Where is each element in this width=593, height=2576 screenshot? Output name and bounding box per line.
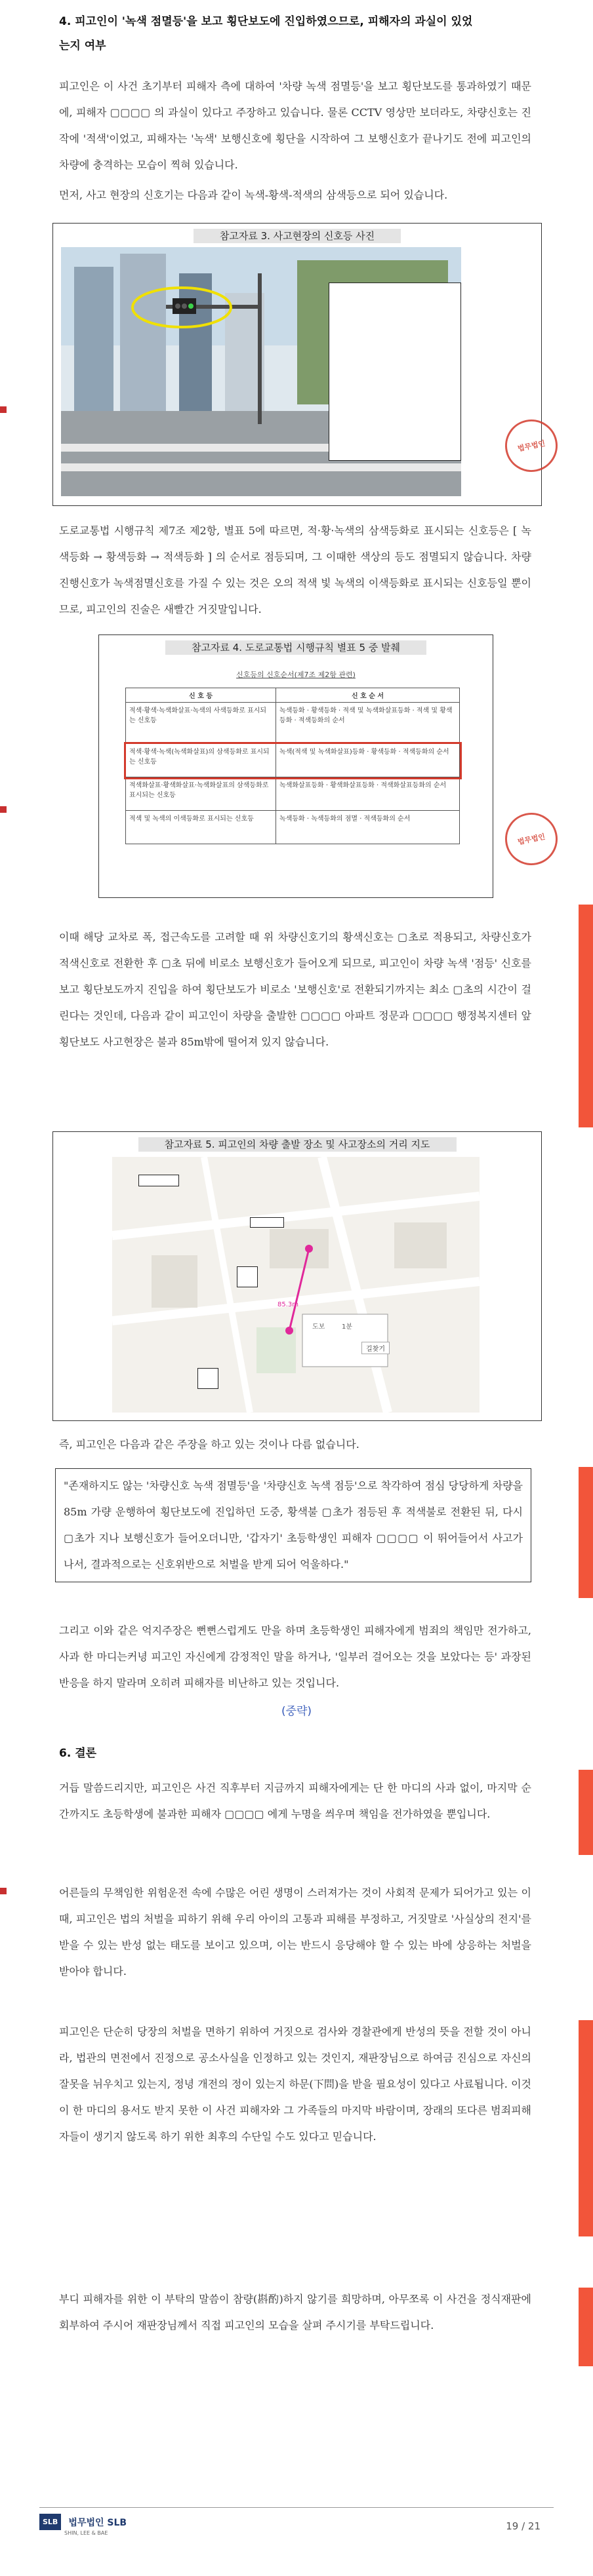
margin-mark <box>0 806 7 813</box>
section4-para3: 도로교통법 시행규칙 제7조 제2항, 별표 5에 따르면, 적·황·녹색의 삼색등화로 표시되는 신호등은 [ 녹색등화 → 황색등화 → 적색등화 ] 의 순서로 점등되며, 그 이때한 색상의 등도 점멸되지 않습니다. 차량진행신호가 녹색점멸신호를 가질 수 있는 것은 오의 적색 빛 녹색의 이색등화로 표시되는 신호등일 뿐이므로, 피고인의 진술은 새빨간 거짓말입니다. <box>59 524 531 615</box>
redacted-map-label <box>197 1368 218 1389</box>
section4-heading-line1: 4. 피고인이 '녹색 점멸등'을 보고 횡단보도에 진입하였으므로, 피해자의 과실이 있었 <box>59 15 473 28</box>
map-time-label: 1분 <box>342 1323 353 1331</box>
section6-para4: 부디 피해자를 위한 이 부탁의 말씀이 참량(斟酌)하지 않기를 희망하며, 아무쪼록 이 사건을 정식재판에 회부하여 주시어 재판장님께서 직접 피고인의 모습을 살펴 주시기를 부탁드립니다. <box>59 2293 531 2332</box>
table-row <box>126 811 460 844</box>
section4-heading-line2: 는지 여부 <box>59 39 106 52</box>
accent-bar <box>579 905 593 1127</box>
margin-mark <box>0 406 7 413</box>
ref3-box <box>52 223 542 506</box>
omitted-marker: (중략) <box>281 1705 312 1718</box>
accent-bar <box>579 1770 593 1855</box>
table-row <box>126 703 460 744</box>
table-cell: 적색화살표·황색화살표·녹색화살표의 삼색등화로 표시되는 신호등 <box>126 777 276 811</box>
table-cell: 녹색등화 · 황색등화 · 적색 및 녹색화살표등화 · 적색 및 황색등화 · 적색등화의 순서 <box>276 703 460 744</box>
table-cell: 녹색등화 · 녹색등화의 점멸 · 적색등화의 순서 <box>276 811 460 844</box>
ref4-table <box>125 688 460 844</box>
map-distance-label: 85.3m <box>277 1301 299 1308</box>
section4-heading <box>59 12 472 52</box>
redacted-photo-region <box>329 283 461 461</box>
table-cell: 적색 및 녹색의 이색등화로 표시되는 신호등 <box>126 811 276 844</box>
ref5-box <box>52 1131 542 1421</box>
page-number: 19 / 21 <box>506 2520 541 2532</box>
logo-subtext: SHIN, LEE & BAE <box>64 2530 108 2536</box>
margin-mark <box>0 1888 7 1894</box>
accent-bar <box>579 2020 593 2236</box>
firm-logo <box>39 2514 127 2536</box>
firm-stamp: 법무법인 <box>501 808 563 870</box>
section6-para2: 어른들의 무책임한 위험운전 속에 수많은 어린 생명이 스러져가는 것이 사회적 문제가 되어가고 있는 이때, 피고인은 법의 처벌을 피하기 위해 우리 아이의 고통과 피해를 부정하고, 거짓말로 '사실상의 전지'를 받을 수 있는 반성 없는 태도를 보이고 있으며, 이는 반드시 응당해야 할 수 있는 바에 상응하는 처벌을 받아야 합니다. <box>59 1886 531 1978</box>
ref4-box <box>98 634 493 898</box>
ref4-header: 신 호 등 <box>126 688 276 703</box>
route-map <box>112 1157 480 1413</box>
table-cell: 적색·황색·녹색(녹색화살표)의 삼색등화로 표시되는 신호등 <box>126 744 276 777</box>
footer-rule <box>39 2507 554 2508</box>
section4-para1: 피고인은 이 사건 초기부터 피해자 측에 대하여 '차량 녹색 점멸등'을 보고 횡단보도를 통과하였기 때문에, 피해자 ▢▢▢▢ 의 과실이 있다고 주장하고 있습니다. 물론 CCTV 영상만 보더라도, 차량신호는 진작에 '적색'이었고, 피해자는 '녹색' 보행신호에 횡단을 시작하여 그 보행신호가 끝나기도 전에 피고인의 차량에 충격하는 모습이 찍혀 있습니다. <box>59 80 531 171</box>
accent-bar <box>579 1467 593 1598</box>
section6-para3: 피고인은 단순히 당장의 처벌을 면하기 위하여 거짓으로 검사와 경찰관에게 반성의 뜻을 전할 것이 아니라, 법관의 면전에서 진정으로 공소사실을 인정하고 있는 것인지, 재판장님으로 하여금 진심으로 자신의 잘못을 뉘우치고 있는지, 정녕 개전의 정이 있는지 하문(下問)을 받을 필요성이 있다고 사료됩니다. 이것이 한 마디의 용서도 받지 못한 이 사건 피해자와 그 가족들의 마지막 바람이며, 장래의 또다른 범죄피해자들이 생기지 않도록 하기 위한 최후의 수단일 수도 있다고 믿습니다. <box>59 2025 531 2143</box>
firm-stamp: 법무법인 <box>501 415 563 477</box>
table-cell: 적색·황색·녹색화살표·녹색의 사색등화로 표시되는 신호등 <box>126 703 276 744</box>
redacted-map-label <box>250 1217 284 1228</box>
accent-bar <box>579 2288 593 2366</box>
logo-text: 법무법인 SLB <box>68 2517 127 2528</box>
table-cell: 녹색(적색 및 녹색화살표)등화 · 황색등화 · 적색등화의 순서 <box>276 744 460 777</box>
logo-mark: SLB <box>39 2514 61 2530</box>
section4-para2: 먼저, 사고 현장의 신호기는 다음과 같이 녹색-황색-적색의 삼색등으로 되어 있습니다. <box>59 189 448 201</box>
map-walk-label: 도보 <box>312 1323 325 1331</box>
map-route-button[interactable]: 길찾기 <box>361 1342 390 1354</box>
redacted-map-label <box>237 1266 258 1287</box>
table-cell: 녹색화살표등화 · 황색화살표등화 · 적색화살표등화의 순서 <box>276 777 460 811</box>
table-row <box>126 744 460 777</box>
ref4-title: 참고자료 4. 도로교통법 시행규칙 별표 5 중 발췌 <box>99 640 493 654</box>
ref3-title: 참고자료 3. 사고현장의 신호등 사진 <box>53 229 541 243</box>
section4-quote: "존재하지도 않는 '차량신호 녹색 점멸등'을 '차량신호 녹색 점등'으로 착각하여 점심 당당하게 차량을 85m 가량 운행하여 횡단보도에 진입하던 도중, 황색불 ▢초가 점등된 후 적색불로 전환된 뒤, 다시 ▢초가 지나 보행신호가 들어오더니만, '갑자기' 초등학생인 피해자 ▢▢▢▢ 이 뛰어들어서 사고가 나서, 결과적으로는 신호위반으로 처벌을 받게 되어 억울하다." <box>55 1468 531 1582</box>
redacted-map-label <box>138 1175 179 1186</box>
section6-para1: 거듭 말씀드리지만, 피고인은 사건 직후부터 지금까지 피해자에게는 단 한 마디의 사과 없이, 마지막 순간까지도 초등학생에 불과한 피해자 ▢▢▢▢ 에게 누명을 씌우며 책임을 전가하였을 뿐입니다. <box>59 1782 531 1820</box>
ref4-caption: 신호등의 신호순서(제7조 제2항 관련) <box>236 671 356 679</box>
section4-para6: 그리고 이와 같은 억지주장은 뻔뻔스럽게도 만을 하며 초등학생인 피해자에게 범죄의 책임만 전가하고, 사과 한 마디는커녕 피고인 자신에게 감정적인 말을 하거나, '일부러 걸어오는 것을 보았다는 등' 과장된 반응을 하지 말라며 오히려 피해자를 비난하고 있는 것입니다. <box>59 1624 531 1689</box>
section6-heading: 6. 결론 <box>59 1747 97 1760</box>
section4-para4: 이때 해당 교차로 폭, 접근속도를 고려할 때 위 차량신호기의 황색신호는 ▢초로 적용되고, 차량신호가 적색신호로 전환한 후 ▢초 뒤에 비로소 보행신호가 들어오게 되므로, 피고인이 차량 녹색 '점등' 신호를 보고 횡단보도까지 진입을 하여 횡단보도가 비로소 '보행신호'로 전환되기까지는 최소 ▢초의 시간이 걸린다는 것인데, 다음과 같이 피고인이 차량을 출발한 ▢▢▢▢ 아파트 정문과 ▢▢▢▢ 행정복지센터 앞 횡단보도 사고현장은 불과 85m밖에 떨어져 있지 않습니다. <box>59 931 531 1048</box>
ref5-title: 참고자료 5. 피고인의 차량 출발 장소 및 사고장소의 거리 지도 <box>53 1137 541 1151</box>
ref4-header: 신 호 순 서 <box>276 688 460 703</box>
section4-para5: 즉, 피고인은 다음과 같은 주장을 하고 있는 것이나 다름 없습니다. <box>59 1438 359 1451</box>
table-row <box>126 777 460 811</box>
